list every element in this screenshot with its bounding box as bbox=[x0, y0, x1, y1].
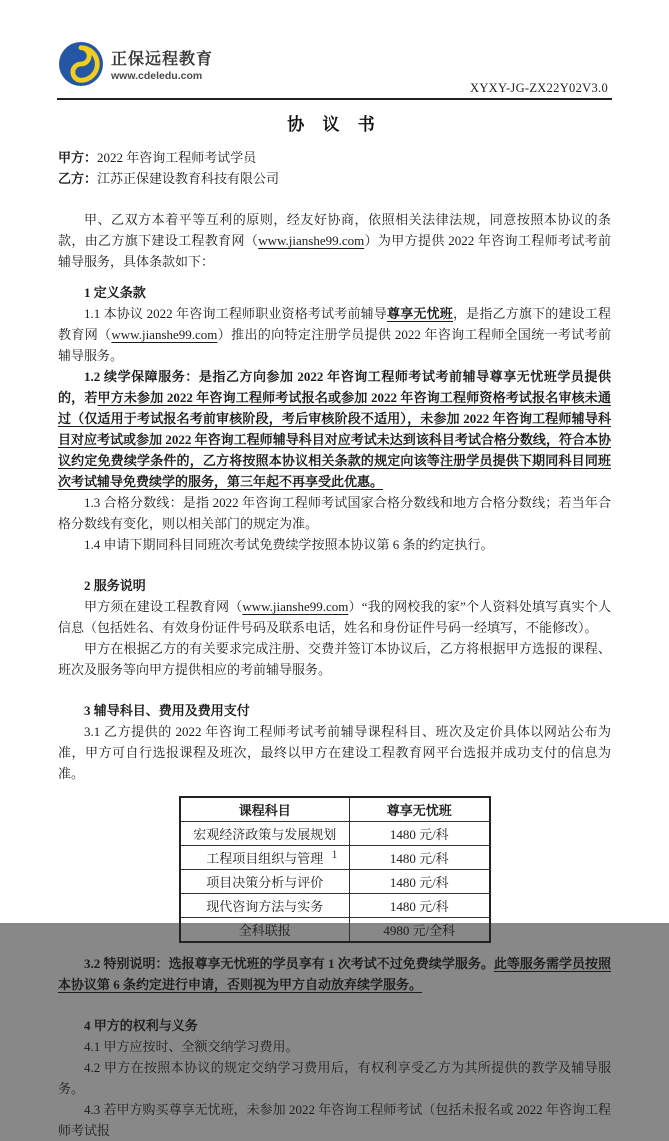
party-a-value: 2022 年咨询工程师考试学员 bbox=[97, 150, 257, 165]
section2-text-1: 甲方须在建设工程教育网（ bbox=[84, 599, 243, 614]
page-number: 1 bbox=[331, 849, 338, 861]
section3-heading: 3 辅导科目、费用及费用支付 bbox=[84, 703, 250, 718]
jianshe99-link[interactable]: www.jianshe99.com bbox=[242, 599, 349, 614]
clause-1-2-underlined: 甲方未参加 2022 年咨询工程师考试报名或参加 2022 年咨询工程师资格考试报名审核未通过（仅适用于考试报名考前审核阶段，考后审核阶段不适用），未参加 2022 年咨询工程师辅导科目对应考试或参加 2022 年咨询工程师辅导科目对应考试未达到该科目考试合格分数线，符合本协议约定免费续学条件的，乙方将按照本协议相关条款的规定向该等注册学员提供下期同科目同班次考试辅导免费续学的服务，第三年起不再享受此优惠。 bbox=[58, 390, 611, 489]
clause-3-2-text-1: 3.2 特别说明：选报尊享无忧班的学员享有 1 次考试不过免费续学服务。 bbox=[84, 956, 494, 971]
price-cell: 1480 元/科 bbox=[350, 894, 490, 918]
intro-paragraph bbox=[58, 209, 611, 272]
price-table bbox=[179, 796, 491, 943]
price-cell: 1480 元/科 bbox=[350, 822, 490, 846]
clause-1-2-text-1: 1.2 续学保障服务：是指乙方向参加 2022 年咨询工程师考试考前辅导尊享无忧班学员提供的，若 bbox=[58, 369, 611, 405]
table-row bbox=[180, 870, 490, 894]
section1-heading: 1 定义条款 bbox=[84, 285, 146, 300]
jianshe99-link[interactable]: www.jianshe99.com bbox=[258, 233, 365, 248]
clause-3-2-underlined: 此等服务需学员按照本协议第 6 条约定进行申请，否则视为甲方自动放弃续学服务。 bbox=[58, 956, 611, 992]
company-website: www.cdeledu.com bbox=[111, 70, 203, 82]
clause-1-4: 1.4 申请下期同科目同班次考试免费续学按照本协议第 6 条的约定执行。 bbox=[84, 537, 494, 552]
table-row bbox=[180, 918, 490, 943]
clause-3-2 bbox=[58, 953, 611, 995]
table-row bbox=[180, 894, 490, 918]
intro-text-1: 甲、乙双方本着平等互利的原则，经友好协商，依照相关法律法规，同意按照本协议的条款，由乙方旗下建设工程教育网（ bbox=[58, 212, 611, 248]
clause-1-1-text-2: ，是指乙方旗下的建设工程教育网（ bbox=[58, 306, 611, 342]
section2-text-2: ）“我的网校我的家”个人资料处填写真实个人信息（包括姓名、有效身份证件号码及联系电话，姓名和身份证件号码一经填写，不能修改）。 bbox=[58, 599, 611, 635]
logo bbox=[59, 42, 213, 91]
clause-3-1: 3.1 乙方提供的 2022 年咨询工程师考试考前辅导课程科目、班次及定价具体以网站公布为准，甲方可自行选报课程及班次，最终以甲方在建设工程教育网平台选报并成功支付的信息为准。 bbox=[58, 724, 611, 781]
clause-1-1 bbox=[58, 303, 611, 366]
price-cell: 1480 元/科 bbox=[350, 870, 490, 894]
table-row bbox=[180, 822, 490, 846]
subject-cell: 宏观经济政策与发展规划 bbox=[180, 822, 350, 846]
section2-paragraph-2: 甲方在根据乙方的有关要求完成注册、交费并签订本协议后，乙方将根据甲方选报的课程、班次及服务等向甲方提供相应的考前辅导服务。 bbox=[58, 641, 611, 677]
logo-text bbox=[111, 50, 213, 83]
section4-heading: 4 甲方的权利与义务 bbox=[84, 1018, 198, 1033]
document-body bbox=[58, 104, 611, 1141]
price-cell: 4980 元/全科 bbox=[350, 918, 490, 943]
column-header-class: 尊享无忧班 bbox=[350, 797, 490, 822]
clause-4-3: 4.3 若甲方购买尊享无忧班，未参加 2022 年咨询工程师考试（包括未报名或 2022 年咨询工程师考试报 bbox=[58, 1102, 611, 1138]
party-b-value: 江苏正保建设教育科技有限公司 bbox=[97, 171, 280, 186]
logo-swirl-icon bbox=[59, 42, 103, 91]
party-b-line bbox=[58, 168, 611, 189]
document-number: XYXY-JG-ZX22Y02V3.0 bbox=[470, 81, 608, 95]
subject-cell: 全科联报 bbox=[180, 918, 350, 943]
price-cell: 1480 元/科 bbox=[350, 846, 490, 870]
intro-text-2: ）为甲方提供 2022 年咨询工程师考试考前辅导服务，具体条款如下： bbox=[58, 233, 611, 269]
clause-4-1: 4.1 甲方应按时、全额交纳学习费用。 bbox=[84, 1039, 299, 1054]
party-a-line bbox=[58, 147, 611, 168]
subject-cell: 项目决策分析与评价 bbox=[180, 870, 350, 894]
section2-paragraph-1 bbox=[58, 596, 611, 638]
jianshe99-link[interactable]: www.jianshe99.com bbox=[111, 327, 218, 342]
document-title: 协 议 书 bbox=[287, 115, 382, 134]
company-name: 正保远程教育 bbox=[111, 51, 214, 68]
premium-class-term: 尊享无忧班 bbox=[387, 306, 453, 321]
clause-4-2: 4.2 甲方在按照本协议的规定交纳学习费用后，有权利享受乙方为其所提供的教学及辅导服务。 bbox=[58, 1060, 611, 1096]
party-a-label: 甲方： bbox=[58, 150, 98, 165]
subject-cell: 现代咨询方法与实务 bbox=[180, 894, 350, 918]
section2-heading: 2 服务说明 bbox=[84, 578, 146, 593]
party-b-label: 乙方： bbox=[58, 171, 98, 186]
clause-1-3: 1.3 合格分数线：是指 2022 年咨询工程师考试国家合格分数线和地方合格分数线；若当年合格分数线有变化，则以相关部门的规定为准。 bbox=[58, 495, 611, 531]
clause-1-1-text-3: ）推出的向特定注册学员提供 2022 年咨询工程师全国统一考试考前辅导服务。 bbox=[58, 327, 611, 363]
price-table-header-row bbox=[180, 797, 490, 822]
clause-1-1-text-1: 1.1 本协议 2022 年咨询工程师职业资格考试考前辅导 bbox=[84, 306, 388, 321]
subject-cell: 工程项目组织与管理 bbox=[180, 846, 350, 870]
clause-1-2 bbox=[58, 366, 611, 492]
page-header bbox=[57, 42, 612, 100]
column-header-subject: 课程科目 bbox=[180, 797, 350, 822]
